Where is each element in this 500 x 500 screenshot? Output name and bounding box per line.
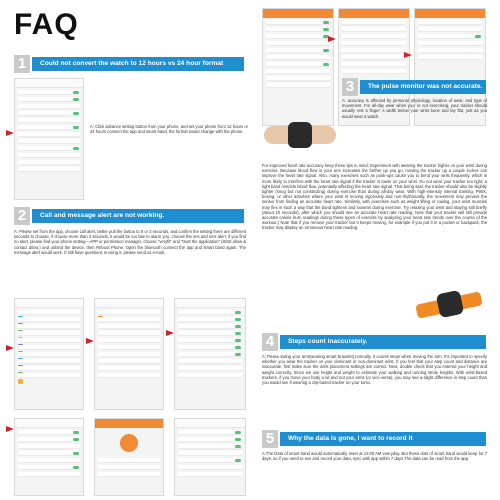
section-5-answer: A:The Data of smart band would automatically reset at 12:00 AM everyday. But these dots of smart band would keep for 7 days, so if you need to see and record your data, sync with app within 7 days.The data can be read from the app.: [262, 451, 487, 462]
section-2-number: 2: [14, 207, 30, 225]
section-2-phone-permissions: [174, 298, 246, 410]
section-1-number: 1: [14, 55, 30, 73]
section-2-answer: A: Please set from the app, choose call alert, better pull the button to 0 or 3 seconds, and confirm the setting there are different seconds to choose, if choose more than 3 seconds, it would be too late to alarm you. choose the sns and sms alert, if you find no alert, please find your phone setting---APP or permission manager, choose "veryfit" and "trust the application" (SMS allow & contact allow.) and unbind the device, then Reboot Phone. Open the bluetooth connect the app and smart band again. The message alert would work. If still have questions in using it, please send us e-mail.: [14, 229, 246, 255]
section-3-number: 3: [342, 78, 358, 96]
section-4-answer: A: Pease swing your arm(wearing smart bracelet),normally, it counts steps when moving the arm. It's important to specify whether you wear the tracker on your dominant or non-dominant wrist. If you feel that your step count and distance are inaccurate, first make sure the wrist placement settings are correct. Next, double check that you entered your height and weight correctly. Since we use height and weight to estimate your walking and running stride lengths. With wrist-based trackers, if you move your body a lot and not your arms (or vice versa), you may see a slight difference in step count than you would see if wearing a clip-based tracker on your torso.: [262, 354, 487, 386]
section-4-heading: Steps count inaccurately.: [280, 335, 486, 349]
section-3-heading: The pulse monitor was not accurate.: [360, 80, 486, 94]
red-arrow-icon: [6, 426, 14, 432]
section-2-phone-app-list: [14, 298, 84, 410]
wrist-band-photo: [264, 112, 336, 158]
section-3-tips: For improved heart rate accuracy keep these tips in mind: Experiment with wearing the tracker higher on your wrist during exercise. Because blood flow in your arm increases the further up you go, moving the tracker up a couple inches can improve the heart rate signal. Also, many exercises such as push-ups cause you to bend your wrist frequently, which is more likely to interfere with the heart rate signal if the tracker is lower on your wrist. Do not wear your tracker too tight; a tight band restricts blood flow, potentially affecting the heart rate signal. That being said, the tracker should also be slightly tighter (snug but not constricting) during exercise than during all-day wear. With high-intensity interval training, P90X, boxing, or other activities where your wrist is moving vigorously and non-rhythmically, the movement may prevent the sensor from finding an accurate heart rate. Similarly, with exercises such as weight lifting or rowing, your wrist muscles may flex in such a way that the band tightens and loosens during exercise. Try relaxing your wrist and staying still briefly (about 10 seconds), after which you should see an accurate heart rate reading. Note that your tracker will still provide accurate calorie burn readings during these types of exercise by analyzing your heart rate trends over the course of the workout.) Note that if you remove your tracker but it keeps moving, for example if you put it in a pocket or backpack, the tracker may display an erroneous heart rate reading.: [262, 163, 487, 231]
section-3-phone-app-a: [262, 8, 334, 126]
red-arrow-icon: [6, 130, 14, 136]
section-4-number: 4: [262, 333, 278, 351]
page-title: FAQ: [14, 8, 79, 41]
red-arrow-icon: [328, 36, 336, 42]
section-1-heading: Could not convert the watch to 12 hours vs 24 hour format: [32, 57, 244, 71]
red-arrow-icon: [166, 330, 174, 336]
section-3-answer: A: accuracy is affected by personal physiology, location of wear, and type of movement. For all-day wear when you’ re not exercising, your tracker should usually rest a finger’ s width below your wrist bone and lay flat, just as you would wear a watch.: [342, 98, 487, 119]
fitness-band-photo: [412, 282, 488, 332]
red-arrow-icon: [86, 338, 94, 344]
section-2-phone-app-orange: [94, 418, 164, 496]
red-arrow-icon: [404, 52, 412, 58]
section-1-phone-screenshot: [14, 78, 84, 200]
section-2-phone-trust-app: [14, 418, 84, 496]
section-1-answer: A: Click advance setting button from your phone, and set your phone from 12 hours or 24 hours connect the app and smart band, the format would change with the phone.: [90, 124, 248, 135]
section-2-phone-settings: [174, 418, 246, 496]
section-5-number: 5: [262, 430, 278, 448]
red-arrow-icon: [6, 345, 14, 351]
section-2-heading: Call and message alert are not working.: [32, 209, 244, 223]
section-2-phone-app-info: [94, 298, 164, 410]
section-5-heading: Why the data is gone, I want to record it: [280, 432, 486, 446]
